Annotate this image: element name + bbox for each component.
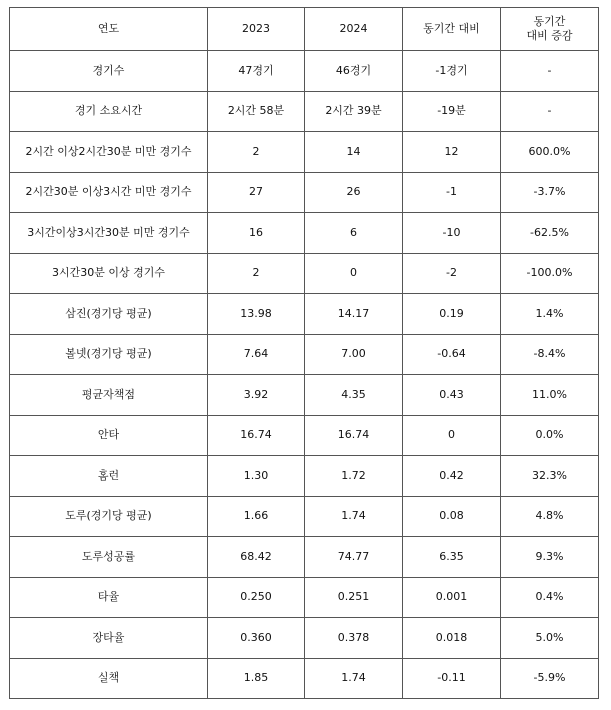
cell-metric: 2시간30분 이상3시간 미만 경기수 xyxy=(10,172,208,213)
cell-change-pct: -62.5% xyxy=(501,213,599,254)
cell-metric: 3시간30분 이상 경기수 xyxy=(10,253,208,294)
header-row xyxy=(10,8,599,51)
cell-diff: -19분 xyxy=(403,91,501,132)
cell-value-2023: 2 xyxy=(208,132,305,173)
cell-value-2024: 6 xyxy=(305,213,403,254)
cell-value-2023: 27 xyxy=(208,172,305,213)
cell-value-2024: 7.00 xyxy=(305,334,403,375)
table-row xyxy=(10,618,599,659)
cell-diff: 6.35 xyxy=(403,537,501,578)
cell-value-2024: 2시간 39분 xyxy=(305,91,403,132)
cell-change-pct: -8.4% xyxy=(501,334,599,375)
table-row xyxy=(10,537,599,578)
cell-diff: 0.19 xyxy=(403,294,501,335)
cell-diff: -0.11 xyxy=(403,658,501,699)
cell-diff: 12 xyxy=(403,132,501,173)
cell-value-2023: 16 xyxy=(208,213,305,254)
cell-diff: -0.64 xyxy=(403,334,501,375)
cell-value-2023: 68.42 xyxy=(208,537,305,578)
cell-change-pct: - xyxy=(501,51,599,92)
cell-value-2023: 3.92 xyxy=(208,375,305,416)
cell-change-pct: 11.0% xyxy=(501,375,599,416)
cell-value-2024: 16.74 xyxy=(305,415,403,456)
cell-change-pct: 4.8% xyxy=(501,496,599,537)
cell-metric: 삼진(경기당 평균) xyxy=(10,294,208,335)
cell-diff: -1경기 xyxy=(403,51,501,92)
cell-change-pct: 9.3% xyxy=(501,537,599,578)
cell-value-2023: 0.250 xyxy=(208,577,305,618)
cell-metric: 장타율 xyxy=(10,618,208,659)
cell-metric: 평균자책점 xyxy=(10,375,208,416)
header-cell-year: 연도 xyxy=(10,8,208,51)
cell-diff: -10 xyxy=(403,213,501,254)
cell-value-2024: 74.77 xyxy=(305,537,403,578)
cell-value-2024: 14.17 xyxy=(305,294,403,335)
cell-change-pct: - xyxy=(501,91,599,132)
cell-value-2023: 13.98 xyxy=(208,294,305,335)
cell-value-2024: 1.72 xyxy=(305,456,403,497)
cell-value-2024: 0.251 xyxy=(305,577,403,618)
cell-metric: 안타 xyxy=(10,415,208,456)
cell-value-2024: 0 xyxy=(305,253,403,294)
stats-table-container xyxy=(9,7,599,699)
table-row xyxy=(10,334,599,375)
cell-diff: -1 xyxy=(403,172,501,213)
table-row xyxy=(10,91,599,132)
table-row xyxy=(10,375,599,416)
cell-metric: 도루(경기당 평균) xyxy=(10,496,208,537)
cell-diff: 0 xyxy=(403,415,501,456)
cell-metric: 3시간이상3시간30분 미만 경기수 xyxy=(10,213,208,254)
cell-value-2024: 1.74 xyxy=(305,496,403,537)
cell-value-2023: 1.85 xyxy=(208,658,305,699)
cell-metric: 경기 소요시간 xyxy=(10,91,208,132)
cell-value-2023: 2시간 58분 xyxy=(208,91,305,132)
header-cell-period-change: 동기간 대비 증감 xyxy=(501,8,599,51)
cell-value-2023: 47경기 xyxy=(208,51,305,92)
cell-value-2024: 14 xyxy=(305,132,403,173)
cell-diff: -2 xyxy=(403,253,501,294)
cell-metric: 타율 xyxy=(10,577,208,618)
cell-diff: 0.001 xyxy=(403,577,501,618)
table-row xyxy=(10,253,599,294)
cell-change-pct: 600.0% xyxy=(501,132,599,173)
cell-change-pct: 32.3% xyxy=(501,456,599,497)
table-row xyxy=(10,51,599,92)
header-cell-2023: 2023 xyxy=(208,8,305,51)
table-row xyxy=(10,658,599,699)
cell-metric: 홈런 xyxy=(10,456,208,497)
cell-change-pct: -5.9% xyxy=(501,658,599,699)
header-cell-2024: 2024 xyxy=(305,8,403,51)
table-row xyxy=(10,577,599,618)
stats-table xyxy=(9,7,599,699)
cell-diff: 0.43 xyxy=(403,375,501,416)
cell-change-pct: -100.0% xyxy=(501,253,599,294)
cell-value-2024: 46경기 xyxy=(305,51,403,92)
cell-value-2023: 2 xyxy=(208,253,305,294)
cell-value-2023: 1.66 xyxy=(208,496,305,537)
cell-change-pct: 5.0% xyxy=(501,618,599,659)
table-row xyxy=(10,294,599,335)
cell-change-pct: -3.7% xyxy=(501,172,599,213)
cell-value-2023: 16.74 xyxy=(208,415,305,456)
cell-diff: 0.42 xyxy=(403,456,501,497)
cell-change-pct: 0.0% xyxy=(501,415,599,456)
cell-metric: 도루성공률 xyxy=(10,537,208,578)
table-row xyxy=(10,456,599,497)
cell-change-pct: 0.4% xyxy=(501,577,599,618)
cell-value-2024: 1.74 xyxy=(305,658,403,699)
cell-value-2024: 4.35 xyxy=(305,375,403,416)
table-row xyxy=(10,213,599,254)
table-row xyxy=(10,496,599,537)
cell-change-pct: 1.4% xyxy=(501,294,599,335)
cell-metric: 경기수 xyxy=(10,51,208,92)
cell-value-2023: 1.30 xyxy=(208,456,305,497)
table-row xyxy=(10,172,599,213)
cell-metric: 2시간 이상2시간30분 미만 경기수 xyxy=(10,132,208,173)
cell-metric: 볼넷(경기당 평균) xyxy=(10,334,208,375)
cell-value-2023: 7.64 xyxy=(208,334,305,375)
cell-metric: 실책 xyxy=(10,658,208,699)
table-row xyxy=(10,415,599,456)
header-cell-period-compare: 동기간 대비 xyxy=(403,8,501,51)
cell-value-2024: 26 xyxy=(305,172,403,213)
cell-value-2023: 0.360 xyxy=(208,618,305,659)
cell-diff: 0.018 xyxy=(403,618,501,659)
cell-value-2024: 0.378 xyxy=(305,618,403,659)
table-row xyxy=(10,132,599,173)
cell-diff: 0.08 xyxy=(403,496,501,537)
